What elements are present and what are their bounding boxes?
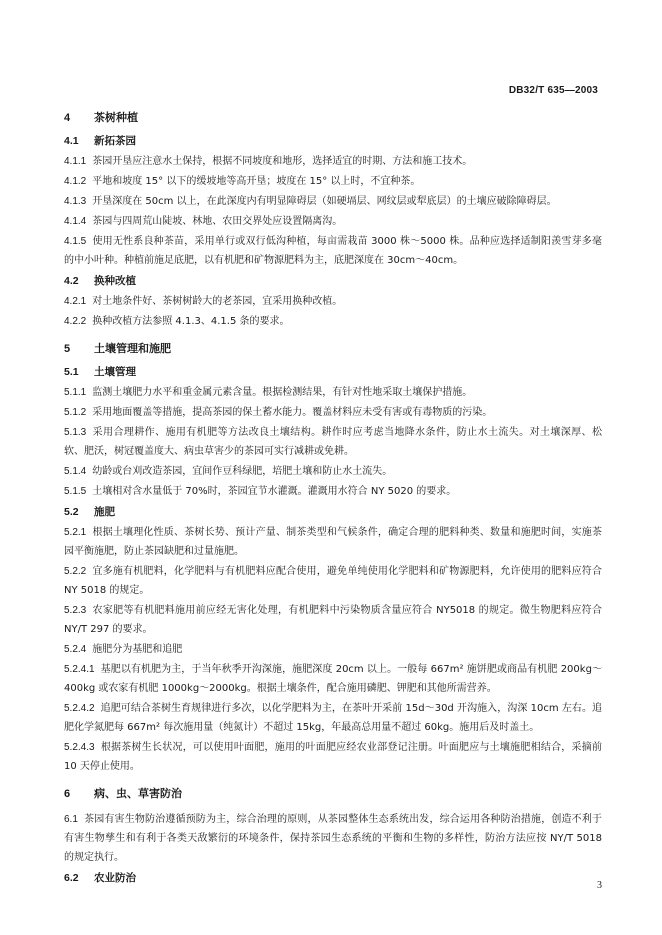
clause-number: 4.2.2 — [64, 316, 87, 327]
clause-text: 根据茶树生长状况，可以使用叶面肥，施用的叶面肥应经农业部登记注册。叶面肥应与土壤施肥相结合，采摘前 10 天停止使用。 — [64, 742, 602, 772]
clause-number: 5.1.1 — [64, 387, 87, 398]
clause-paragraph — [64, 312, 602, 331]
clause-paragraph — [64, 152, 602, 171]
clause-paragraph — [64, 562, 602, 600]
page-number: 3 — [597, 880, 602, 891]
subsection-heading — [64, 274, 602, 289]
section-heading — [64, 110, 602, 126]
clause-text: 茶园开垦应注意水土保持，根据不同坡度和地形，选择适宜的时期、方法和施工技术。 — [92, 156, 473, 167]
clause-text: 根据土壤理化性质、茶树长势、预计产量、制茶类型和气候条件，确定合理的肥料种类、数量和施肥时间，实施茶园平衡施肥，防止茶园缺肥和过量施肥。 — [64, 527, 602, 557]
clause-paragraph — [64, 640, 602, 659]
clause-number: 4.1.4 — [64, 216, 87, 227]
clause-number: 5.2.3 — [64, 605, 87, 616]
section-number: 5.2 — [64, 506, 79, 518]
clause-paragraph — [64, 601, 602, 639]
clause-text: 土壤相对含水量低于 70%时，茶园宜节水灌溉。灌溉用水符合 NY 5020 的要求。 — [92, 486, 457, 497]
clause-number: 5.1.4 — [64, 466, 87, 477]
clause-text: 采用地面覆盖等措施，提高茶园的保土蓄水能力。覆盖材料应未受有害或有毒物质的污染。 — [92, 407, 493, 418]
section-title: 换种改植 — [94, 275, 136, 287]
standard-code: DB32/T 635—2003 — [508, 85, 598, 96]
clause-text: 宜多施有机肥料，化学肥料与有机肥料应配合使用，避免单纯使用化学肥料和矿物源肥料，允许使用的肥料应符合 NY 5018 的规定。 — [64, 566, 602, 596]
clause-paragraph — [64, 212, 602, 231]
clause-text: 追肥可结合茶树生育规律进行多次，以化学肥料为主，在茶叶开采前 15d～30d 开沟施入，沟深 10cm 左右。追肥化学氮肥每 667m² 每次施用量（纯氮计）不超过 15kg，年最高总用量不超过 60kg。施用后及时盖土。 — [64, 703, 602, 733]
section-number: 4 — [64, 112, 71, 124]
clause-paragraph — [64, 482, 602, 501]
section-title: 茶树种植 — [94, 111, 138, 124]
clause-paragraph — [64, 383, 602, 402]
clause-number: 4.1.1 — [64, 156, 87, 167]
clause-text: 幼龄或台刈改造茶园，宜间作豆科绿肥，培肥土壤和防止水土流失。 — [92, 466, 393, 477]
clause-text: 对土地条件好、茶树树龄大的老茶园，宜采用换种改植。 — [92, 296, 343, 307]
clause-paragraph — [64, 192, 602, 211]
clause-number: 5.1.3 — [64, 427, 87, 438]
section-heading — [64, 786, 602, 802]
clause-paragraph — [64, 462, 602, 481]
clause-paragraph — [64, 810, 602, 867]
clause-text: 平地和坡度 15° 以下的缓坡地等高开垦；坡度在 15° 以上时，不宜种茶。 — [92, 176, 421, 187]
clause-paragraph — [64, 423, 602, 461]
clause-text: 施肥分为基肥和追肥 — [92, 644, 183, 655]
clause-text: 换种改植方法参照 4.1.3、4.1.5 条的要求。 — [92, 316, 290, 327]
section-number: 5 — [64, 343, 71, 355]
clause-number: 5.1.5 — [64, 486, 87, 497]
clause-paragraph — [64, 523, 602, 561]
clause-number: 4.1.5 — [64, 236, 87, 247]
section-title: 农业防治 — [94, 872, 136, 884]
clause-paragraph — [64, 660, 602, 698]
subsection-heading — [64, 505, 602, 520]
clause-paragraph — [64, 403, 602, 422]
clause-number: 5.2.4.2 — [64, 703, 95, 714]
clause-text: 开垦深度在 50cm 以上，在此深度内有明显障碍层（如硬塥层、网纹层或犁底层）的土壤应破除障碍层。 — [92, 196, 557, 207]
clause-number: 5.2.4.3 — [64, 742, 95, 753]
clause-text: 监测土壤肥力水平和重金属元素含量。根据检测结果，有针对性地采取土壤保护措施。 — [92, 387, 473, 398]
clause-number: 5.2.4.1 — [64, 664, 95, 675]
section-number: 5.1 — [64, 366, 79, 378]
clause-number: 5.2.4 — [64, 644, 87, 655]
clause-paragraph — [64, 738, 602, 776]
subsection-heading — [64, 134, 602, 149]
clause-number: 5.2.2 — [64, 566, 87, 577]
clause-paragraph — [64, 232, 602, 270]
section-title: 施肥 — [94, 506, 115, 518]
clause-number: 4.1.2 — [64, 176, 87, 187]
clause-text: 基肥以有机肥为主，于当年秋季开沟深施，施肥深度 20cm 以上。一般每 667m² 施饼肥或商品有机肥 200kg～400kg 或农家有机肥 1000kg～2000kg。根据土壤条件，配合施用磷肥、钾肥和其他所需营养。 — [64, 664, 602, 694]
clause-paragraph — [64, 292, 602, 311]
document-body — [64, 100, 602, 889]
section-number: 6 — [64, 788, 71, 800]
section-title: 新拓茶园 — [94, 135, 136, 147]
section-number: 4.2 — [64, 275, 79, 287]
clause-number: 6.1 — [64, 814, 78, 825]
clause-number: 5.1.2 — [64, 407, 87, 418]
section-heading — [64, 341, 602, 357]
section-number: 6.2 — [64, 872, 79, 884]
clause-paragraph — [64, 172, 602, 191]
clause-number: 4.2.1 — [64, 296, 87, 307]
clause-text: 茶园有害生物防治遵循预防为主，综合治理的原则，从茶园整体生态系统出发，综合运用各种防治措施，创造不利于有害生物孳生和有利于各类天敌繁衍的环境条件，保持茶园生态系统的平衡和生物的多样性，防治方法应按 NY/T 5018 的规定执行。 — [64, 814, 602, 863]
clause-text: 农家肥等有机肥料施用前应经无害化处理，有机肥料中污染物质含量应符合 NY5018 的规定。微生物肥料应符合 NY/T 297 的要求。 — [64, 605, 602, 635]
clause-paragraph — [64, 699, 602, 737]
clause-number: 5.2.1 — [64, 527, 87, 538]
clause-text: 茶园与四周荒山陡坡、林地、农田交界处应设置隔离沟。 — [92, 216, 343, 227]
subsection-heading — [64, 365, 602, 380]
subsection-heading — [64, 871, 602, 886]
section-title: 病、虫、草害防治 — [94, 787, 182, 800]
section-number: 4.1 — [64, 135, 79, 147]
section-title: 土壤管理 — [94, 366, 136, 378]
clause-number: 4.1.3 — [64, 196, 87, 207]
section-title: 土壤管理和施肥 — [94, 342, 171, 355]
clause-text: 采用合理耕作、施用有机肥等方法改良土壤结构。耕作时应考虑当地降水条件，防止水土流失。对土壤深厚、松软、肥沃，树冠覆盖度大、病虫草害少的茶园可实行减耕或免耕。 — [64, 427, 602, 457]
clause-text: 使用无性系良种茶苗，采用单行或双行低沟种植，每亩需栽苗 3000 株～5000 株。品种应选择适制阳羡雪芽多毫的中小叶种。种植前施足底肥，以有机肥和矿物源肥料为主，底肥深度在 30cm～40cm。 — [64, 236, 602, 266]
